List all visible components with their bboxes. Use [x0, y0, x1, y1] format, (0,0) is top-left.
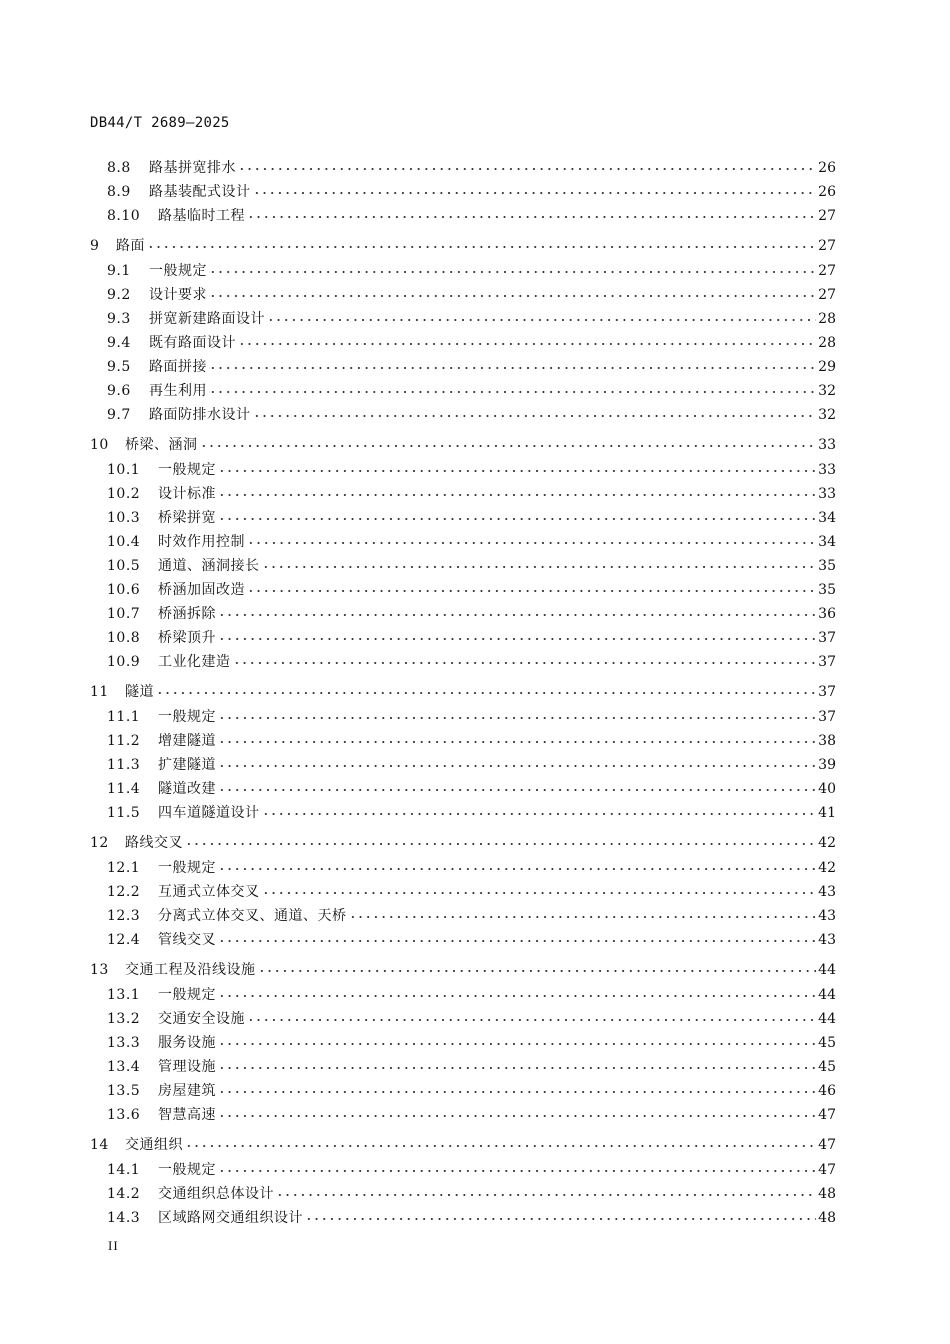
toc-section-entry[interactable]	[0, 652, 950, 672]
toc-entry-title: 桥涵加固改造	[158, 582, 245, 598]
toc-section-entry[interactable]	[0, 182, 950, 202]
toc-entry-number: 9.3	[107, 311, 131, 327]
toc-entry-title: 交通组织总体设计	[158, 1186, 274, 1202]
toc-page-number: 46	[818, 1083, 836, 1099]
toc-entry-title: 路基拼宽排水	[149, 160, 236, 176]
toc-dot-leader	[209, 367, 816, 369]
toc-page-number: 43	[818, 932, 836, 948]
toc-entry-title: 管理设施	[158, 1059, 216, 1075]
toc-section-entry[interactable]	[0, 604, 950, 624]
toc-entry-title: 交通组织	[125, 1137, 183, 1153]
toc-page-number: 45	[818, 1059, 836, 1075]
toc-entry-number: 9.6	[107, 383, 131, 399]
toc-section-entry[interactable]	[0, 985, 950, 1005]
toc-entry-title: 桥梁、涵洞	[125, 437, 198, 453]
toc-section-entry[interactable]	[0, 1033, 950, 1053]
toc-section-entry[interactable]	[0, 261, 950, 281]
toc-dot-leader	[218, 995, 816, 997]
toc-entry-number: 10.3	[107, 510, 141, 526]
toc-entry-title: 交通工程及沿线设施	[125, 962, 256, 978]
toc-dot-leader	[238, 168, 816, 170]
toc-entry-number: 10.6	[107, 582, 141, 598]
toc-page-number: 35	[818, 582, 836, 598]
toc-dot-leader	[262, 892, 817, 894]
toc-dot-leader	[258, 970, 817, 972]
toc-entry-number: 10.9	[107, 654, 141, 670]
toc-chapter-entry[interactable]	[0, 236, 950, 256]
toc-dot-leader	[247, 216, 816, 218]
toc-section-entry[interactable]	[0, 381, 950, 401]
toc-section-entry[interactable]	[0, 1057, 950, 1077]
toc-page-number: 33	[818, 486, 836, 502]
toc-dot-leader	[209, 295, 816, 297]
toc-entry-title: 智慧高速	[158, 1107, 216, 1123]
toc-page-number: 28	[818, 335, 836, 351]
toc-entry-title: 交通安全设施	[158, 1011, 245, 1027]
toc-page-number: 47	[818, 1162, 836, 1178]
document-code-header: DB44/T 2689—2025	[90, 115, 230, 131]
toc-dot-leader	[218, 1043, 816, 1045]
toc-section-entry[interactable]	[0, 508, 950, 528]
toc-section-entry[interactable]	[0, 309, 950, 329]
toc-chapter-entry[interactable]	[0, 1135, 950, 1155]
toc-page-number: 44	[818, 987, 836, 1003]
toc-entry-number: 13	[90, 962, 109, 978]
toc-entry-number: 8.10	[107, 208, 141, 224]
toc-entry-title: 路基装配式设计	[149, 184, 251, 200]
toc-page-number: 32	[818, 383, 836, 399]
toc-entry-number: 12	[90, 835, 109, 851]
toc-entry-number: 13.1	[107, 987, 141, 1003]
toc-entry-title: 桥梁顶升	[158, 630, 216, 646]
toc-section-entry[interactable]	[0, 158, 950, 178]
toc-entry-number: 11.1	[107, 709, 141, 725]
toc-dot-leader	[218, 494, 816, 496]
toc-section-entry[interactable]	[0, 1208, 950, 1228]
toc-dot-leader	[218, 717, 816, 719]
toc-dot-leader	[247, 1019, 816, 1021]
toc-entry-title: 四车道隧道设计	[158, 805, 260, 821]
toc-dot-leader	[218, 789, 816, 791]
toc-page-number: 47	[818, 1107, 836, 1123]
toc-entry-title: 房屋建筑	[158, 1083, 216, 1099]
toc-dot-leader	[247, 542, 816, 544]
toc-dot-leader	[218, 470, 816, 472]
toc-entry-number: 14.2	[107, 1186, 141, 1202]
toc-entry-title: 一般规定	[149, 263, 207, 279]
toc-entry-title: 时效作用控制	[158, 534, 245, 550]
toc-dot-leader	[233, 662, 817, 664]
toc-entry-title: 服务设施	[158, 1035, 216, 1051]
toc-section-entry[interactable]	[0, 484, 950, 504]
toc-section-entry[interactable]	[0, 906, 950, 926]
toc-dot-leader	[349, 916, 817, 918]
toc-entry-number: 8.9	[107, 184, 131, 200]
toc-entry-number: 10.8	[107, 630, 141, 646]
toc-entry-number: 13.4	[107, 1059, 141, 1075]
toc-dot-leader	[267, 319, 816, 321]
toc-entry-title: 设计标准	[158, 486, 216, 502]
toc-page-number: 27	[818, 238, 836, 254]
toc-dot-leader	[218, 638, 816, 640]
toc-chapter-entry[interactable]	[0, 682, 950, 702]
toc-dot-leader	[305, 1218, 816, 1220]
toc-page-number: 27	[818, 208, 836, 224]
toc-section-entry[interactable]	[0, 580, 950, 600]
toc-entry-title: 互通式立体交叉	[158, 884, 260, 900]
toc-entry-title: 再生利用	[149, 383, 207, 399]
toc-section-entry[interactable]	[0, 858, 950, 878]
toc-entry-title: 路面防排水设计	[149, 407, 251, 423]
toc-entry-number: 10.1	[107, 462, 141, 478]
toc-entry-number: 13.6	[107, 1107, 141, 1123]
toc-entry-number: 14	[90, 1137, 109, 1153]
toc-entry-number: 9.2	[107, 287, 131, 303]
toc-page-number: 43	[818, 884, 836, 900]
toc-entry-number: 10.7	[107, 606, 141, 622]
toc-dot-leader	[253, 415, 817, 417]
toc-dot-leader	[218, 765, 816, 767]
toc-section-entry[interactable]	[0, 779, 950, 799]
toc-dot-leader	[262, 813, 817, 815]
toc-entry-title: 路面	[116, 238, 145, 254]
toc-page-number: 33	[818, 437, 836, 453]
toc-page-number: 40	[818, 781, 836, 797]
toc-page-number: 35	[818, 558, 836, 574]
toc-chapter-entry[interactable]	[0, 833, 950, 853]
toc-section-entry[interactable]	[0, 1009, 950, 1029]
toc-entry-title: 隧道改建	[158, 781, 216, 797]
toc-entry-title: 一般规定	[158, 860, 216, 876]
toc-page-number: 45	[818, 1035, 836, 1051]
toc-entry-title: 既有路面设计	[149, 335, 236, 351]
toc-dot-leader	[238, 343, 816, 345]
toc-section-entry[interactable]	[0, 882, 950, 902]
toc-entry-number: 9.7	[107, 407, 131, 423]
toc-page-number: 42	[818, 835, 836, 851]
toc-entry-number: 14.1	[107, 1162, 141, 1178]
toc-entry-title: 设计要求	[149, 287, 207, 303]
toc-entry-title: 隧道	[125, 684, 154, 700]
toc-entry-number: 13.2	[107, 1011, 141, 1027]
toc-page-number: 43	[818, 908, 836, 924]
toc-section-entry[interactable]	[0, 930, 950, 950]
toc-entry-title: 拼宽新建路面设计	[149, 311, 265, 327]
toc-entry-number: 10.5	[107, 558, 141, 574]
toc-entry-number: 9.5	[107, 359, 131, 375]
toc-section-entry[interactable]	[0, 285, 950, 305]
toc-entry-title: 一般规定	[158, 462, 216, 478]
toc-dot-leader	[218, 518, 816, 520]
toc-page-number: 27	[818, 287, 836, 303]
toc-entry-title: 工业化建造	[158, 654, 231, 670]
toc-page-number: 32	[818, 407, 836, 423]
toc-entry-number: 10.4	[107, 534, 141, 550]
toc-entry-title: 管线交叉	[158, 932, 216, 948]
toc-page-number: 36	[818, 606, 836, 622]
toc-entry-number: 12.4	[107, 932, 141, 948]
toc-page-number: 26	[818, 184, 836, 200]
toc-page-number: 28	[818, 311, 836, 327]
toc-entry-title: 路线交叉	[125, 835, 183, 851]
toc-page-number: 48	[818, 1210, 836, 1226]
toc-dot-leader	[253, 192, 817, 194]
toc-entry-number: 12.3	[107, 908, 141, 924]
toc-entry-title: 一般规定	[158, 1162, 216, 1178]
toc-entry-number: 14.3	[107, 1210, 141, 1226]
toc-entry-title: 区域路网交通组织设计	[158, 1210, 303, 1226]
toc-section-entry[interactable]	[0, 1184, 950, 1204]
toc-entry-number: 9.1	[107, 263, 131, 279]
toc-dot-leader	[209, 271, 816, 273]
toc-page-number: 27	[818, 263, 836, 279]
toc-entry-number: 12.2	[107, 884, 141, 900]
toc-entry-number: 9.4	[107, 335, 131, 351]
toc-page-number: 29	[818, 359, 836, 375]
toc-entry-title: 增建隧道	[158, 733, 216, 749]
toc-entry-number: 11	[90, 684, 109, 700]
toc-entry-number: 10.2	[107, 486, 141, 502]
toc-page-number: 41	[818, 805, 836, 821]
toc-page-number: 34	[818, 534, 836, 550]
toc-section-entry[interactable]	[0, 333, 950, 353]
toc-page-number: 42	[818, 860, 836, 876]
toc-entry-number: 11.3	[107, 757, 141, 773]
toc-dot-leader	[156, 692, 816, 694]
toc-entry-number: 11.2	[107, 733, 141, 749]
toc-page-number: 48	[818, 1186, 836, 1202]
toc-entry-title: 桥梁拼宽	[158, 510, 216, 526]
toc-section-entry[interactable]	[0, 460, 950, 480]
toc-dot-leader	[200, 445, 817, 447]
toc-section-entry[interactable]	[0, 707, 950, 727]
toc-dot-leader	[218, 868, 816, 870]
toc-entry-title: 分离式立体交叉、通道、天桥	[158, 908, 347, 924]
toc-section-entry[interactable]	[0, 405, 950, 425]
toc-entry-title: 桥涵拆除	[158, 606, 216, 622]
toc-dot-leader	[218, 1067, 816, 1069]
toc-section-entry[interactable]	[0, 556, 950, 576]
toc-section-entry[interactable]	[0, 206, 950, 226]
toc-page-number: 37	[818, 709, 836, 725]
toc-page-number: 44	[818, 1011, 836, 1027]
toc-dot-leader	[185, 843, 816, 845]
toc-dot-leader	[262, 566, 817, 568]
toc-entry-number: 11.4	[107, 781, 141, 797]
toc-dot-leader	[218, 741, 816, 743]
toc-section-entry[interactable]	[0, 357, 950, 377]
toc-entry-title: 一般规定	[158, 987, 216, 1003]
toc-page-number: 37	[818, 630, 836, 646]
toc-dot-leader	[147, 246, 816, 248]
toc-dot-leader	[218, 940, 816, 942]
toc-entry-title: 路面拼接	[149, 359, 207, 375]
toc-page-number: 34	[818, 510, 836, 526]
toc-section-entry[interactable]	[0, 803, 950, 823]
toc-page-number: 26	[818, 160, 836, 176]
toc-dot-leader	[218, 1091, 816, 1093]
toc-entry-number: 8.8	[107, 160, 131, 176]
toc-page-number: 39	[818, 757, 836, 773]
toc-entry-number: 11.5	[107, 805, 141, 821]
toc-entry-number: 13.5	[107, 1083, 141, 1099]
toc-entry-number: 13.3	[107, 1035, 141, 1051]
toc-page-number: 37	[818, 684, 836, 700]
toc-chapter-entry[interactable]	[0, 960, 950, 980]
toc-dot-leader	[276, 1194, 816, 1196]
toc-chapter-entry[interactable]	[0, 435, 950, 455]
page-number-footer: II	[108, 1238, 119, 1253]
toc-dot-leader	[209, 391, 816, 393]
toc-section-entry[interactable]	[0, 1105, 950, 1125]
toc-page-number: 44	[818, 962, 836, 978]
toc-entry-title: 通道、涵洞接长	[158, 558, 260, 574]
toc-section-entry[interactable]	[0, 1081, 950, 1101]
toc-entry-number: 10	[90, 437, 109, 453]
toc-page-number: 37	[818, 654, 836, 670]
toc-dot-leader	[218, 1115, 816, 1117]
toc-entry-number: 12.1	[107, 860, 141, 876]
toc-section-entry[interactable]	[0, 532, 950, 552]
toc-entry-number: 9	[90, 238, 100, 254]
toc-entry-title: 扩建隧道	[158, 757, 216, 773]
toc-section-entry[interactable]	[0, 1160, 950, 1180]
toc-section-entry[interactable]	[0, 755, 950, 775]
toc-dot-leader	[185, 1145, 816, 1147]
toc-dot-leader	[218, 1170, 816, 1172]
toc-section-entry[interactable]	[0, 628, 950, 648]
toc-dot-leader	[218, 614, 816, 616]
toc-entry-title: 路基临时工程	[158, 208, 245, 224]
toc-page-number: 38	[818, 733, 836, 749]
toc-dot-leader	[247, 590, 816, 592]
toc-entry-title: 一般规定	[158, 709, 216, 725]
toc-page-number: 33	[818, 462, 836, 478]
toc-page-number: 47	[818, 1137, 836, 1153]
toc-section-entry[interactable]	[0, 731, 950, 751]
